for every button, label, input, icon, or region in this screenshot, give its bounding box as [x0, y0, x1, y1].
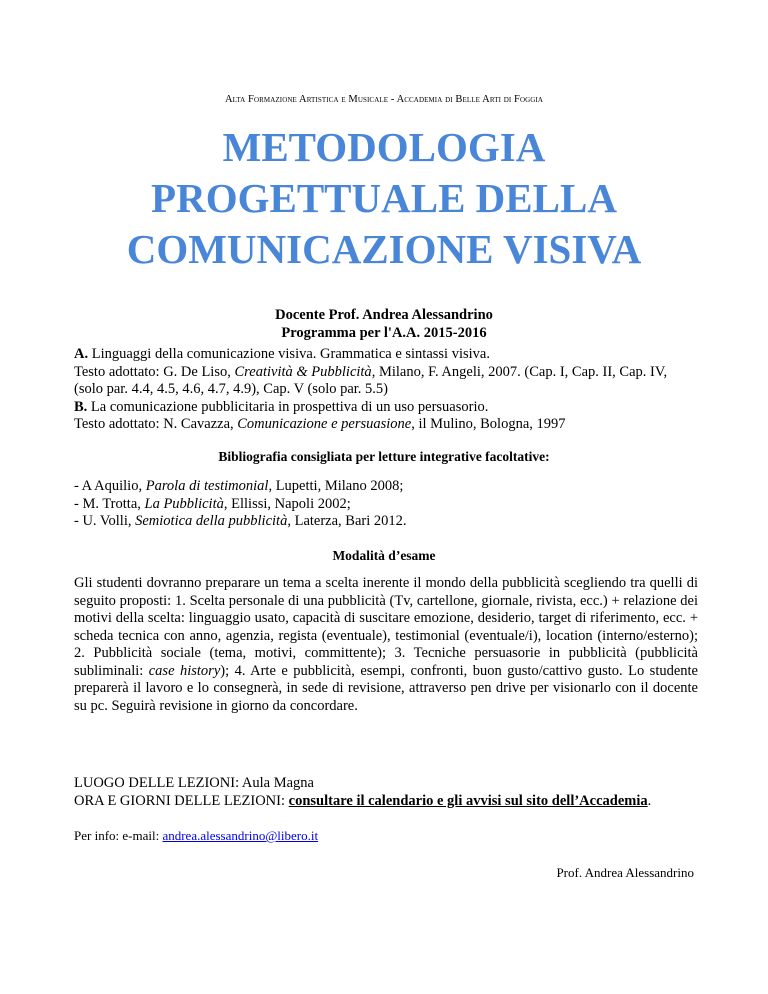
- program-a-text: Testo adottato: G. De Liso, Creatività & Pubblicità, Milano, F. Angeli, 2007. (Cap. I, Cap. II, Cap. IV, (solo par. 4.4, 4.5, 4.6, 4.7, 4.9), Cap. V (solo par. 5.5): [74, 363, 668, 397]
- program-b-label: B.: [74, 398, 88, 415]
- exam-heading: Modalità d’esame: [332, 548, 436, 563]
- bibliography-item: - U. Volli, Semiotica della pubblicità, Laterza, Bari 2012.: [74, 513, 407, 529]
- program-section: [74, 346, 698, 434]
- course-title-line-1: METODOLOGIA: [222, 124, 546, 170]
- program-a: A. Linguaggi della comunicazione visiva. Grammatica e sintassi visiva.: [74, 346, 490, 362]
- exam-description: Gli studenti dovranno preparare un tema a scelta inerente il mondo della pubblicità scegliendo tra quelli di seguito proposti: 1. Scelta personale di una pubblicità (Tv, cartellone, giornale, rivista, ecc.) + relazione dei motivi della scelta: linguaggio usato, capacità di suscitare emozione, desiderio, target di riferimento, ecc. + scheda tecnica con anno, agenzia, regista (eventuale), testimonial (eventuale/i), location (interno/esterno); 2. Pubblicità sociale (tema, motivi, committente); 3. Tecniche persuasorie in pubblicità (pubblicità subliminali: case history); 4. Arte e pubblicità, esempi, confronti, buon gusto/cattivo gusto. Lo studente preparerà il lavoro e lo consegnerà, in sede di revisione, attraverso pen drive per visionarlo con il docente su pc. Seguirà revisione in giorno da concordare.: [74, 575, 698, 714]
- lesson-location: LUOGO DELLE LEZIONI: Aula Magna: [74, 775, 314, 791]
- bibliography-list: [74, 478, 698, 531]
- course-title-line-2: PROGETTUALE DELLA: [151, 175, 617, 221]
- course-title: [0, 122, 768, 275]
- teacher-name: Docente Prof. Andrea Alessandrino: [275, 307, 493, 323]
- program-b-text: Testo adottato: N. Cavazza, Comunicazione e persuasione, il Mulino, Bologna, 1997: [74, 416, 566, 432]
- program-b: B. La comunicazione pubblicitaria in prospettiva di un uso persuasorio.: [74, 398, 489, 415]
- lesson-schedule: ORA E GIORNI DELLE LEZIONI: consultare il calendario e gli avvisi sul sito dell’Accademia.: [74, 792, 652, 809]
- contact-info: Per info: e-mail: andrea.alessandrino@libero.it: [74, 828, 319, 843]
- bibliography-item: - A Aquilio, Parola di testimonial, Lupetti, Milano 2008;: [74, 478, 404, 494]
- academic-year: Programma per l'A.A. 2015-2016: [281, 325, 487, 341]
- course-title-line-3: COMUNICAZIONE VISIVA: [126, 226, 642, 272]
- bibliography-item: - M. Trotta, La Pubblicità, Ellissi, Napoli 2002;: [74, 495, 351, 512]
- lesson-info: [74, 775, 698, 810]
- bibliography-heading: Bibliografia consigliata per letture integrative facoltative:: [218, 449, 550, 464]
- program-a-label: A.: [74, 346, 89, 362]
- signature: Prof. Andrea Alessandrino: [556, 865, 694, 880]
- email-link[interactable]: andrea.alessandrino@libero.it: [162, 828, 319, 843]
- institution-header: Alta Formazione Artistica e Musicale - Accademia di Belle Arti di Foggia: [224, 94, 544, 105]
- academy-site-link[interactable]: consultare il calendario e gli avvisi sul sito dell’Accademia: [288, 792, 648, 809]
- teacher-info: [0, 306, 768, 342]
